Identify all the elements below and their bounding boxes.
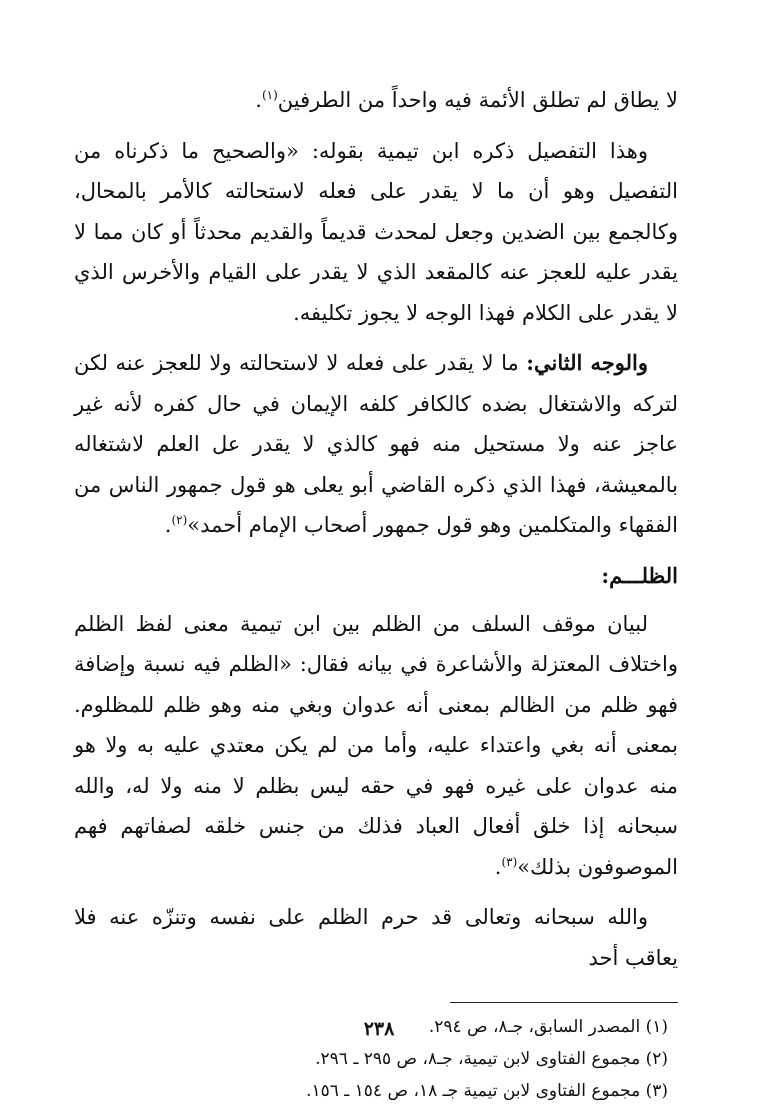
paragraph-3 bbox=[74, 343, 678, 546]
paragraph-2-text: وهذا التفصيل ذكره ابن تيمية بقوله: «والصحيح ما ذكرناه من التفصيل وهو أن ما لا يقدر على فعله لاستحالته كالأمر بالمحال، وكالجمع بين الضدين وجعل لمحدث قديماً والقديم محدثاً أو كان مما لا يقدر عليه للعجز عنه كالمقعد الذي لا يقدر على القيام والأخرس الذي لا يقدر على الكلام فهذا الوجه لا يجوز تكليفه. bbox=[74, 138, 678, 325]
paragraph-5 bbox=[74, 897, 678, 978]
footnote-1: (١) المصدر السابق، جـ٨، ص ٢٩٤. bbox=[428, 1017, 668, 1037]
paragraph-3-end: . bbox=[164, 513, 172, 537]
paragraph-3-text: ما لا يقدر على فعله لا لاستحالته ولا للعجز عنه لكن لتركه والاشتغال بضده كالكافر كلفه الإيمان في حال كفره لأنه غير عاجز عنه ولا مستحيل منه فهو كالذي لا يقدر عل العلم لاشتغاله بالمعيشة، فهذا الذي ذكره القاضي أبو يعلى هو قول جمهور الناس من الفقهاء والمتكلمين وهو قول جمهور أصحاب الإمام أحمد» bbox=[74, 351, 678, 537]
footnote-3: (٣) مجموع الفتاوى لابن تيمية جـ ١٨، ص ١٥٤ ـ ١٥٦. bbox=[306, 1081, 668, 1101]
footnote-ref-2[interactable]: (٢) bbox=[171, 513, 188, 527]
paragraph-4-text: لبيان موقف السلف من الظلم بين ابن تيمية معنى لفظ الظلم واختلاف المعتزلة والأشاعرة في بيانه فقال: «الظلم فيه نسبة وإضافة فهو ظلم من الظالم بمعنى أنه عدوان وبغي منه وهو ظلم للمظلوم. بمعنى أنه بغي واعتداء عليه، وأما من لم يكن معتدي عليه به ولا هو منه عدوان على غيره فهو في حقه ليس بظلم لا منه ولا له، والله سبحانه إذا خلق أفعال العباد فذلك من جنس خلقه لصفاتهم فهم الموصوفون بذلك» bbox=[74, 611, 678, 879]
paragraph-1 bbox=[74, 80, 678, 121]
footnote-ref-3[interactable]: (٣) bbox=[501, 854, 518, 869]
paragraph-3-lead: والوجه الثاني: bbox=[526, 350, 649, 375]
paragraph-5-text: والله سبحانه وتعالى قد حرم الظلم على نفسه وتنزّه عنه فلا يعاقب أحد bbox=[74, 905, 678, 970]
paragraph-2 bbox=[74, 131, 678, 334]
page-number: ٢٣٨ bbox=[363, 1018, 395, 1040]
main-text bbox=[74, 80, 678, 978]
paragraph-4 bbox=[74, 604, 678, 888]
footnote-separator bbox=[450, 1002, 678, 1003]
paragraph-1-end: . bbox=[255, 88, 262, 112]
paragraph-4-end: . bbox=[494, 854, 502, 879]
footnote-2: (٢) مجموع الفتاوى لابن تيمية، جـ٨، ص ٢٩٥ ـ ٢٩٦. bbox=[315, 1049, 668, 1069]
paragraph-1-text: لا يطاق لم تطلق الأئمة فيه واحداً من الطرفين bbox=[277, 88, 678, 112]
section-heading: الظلـــم: bbox=[601, 562, 678, 588]
footnote-ref-1[interactable]: (١) bbox=[261, 88, 278, 102]
